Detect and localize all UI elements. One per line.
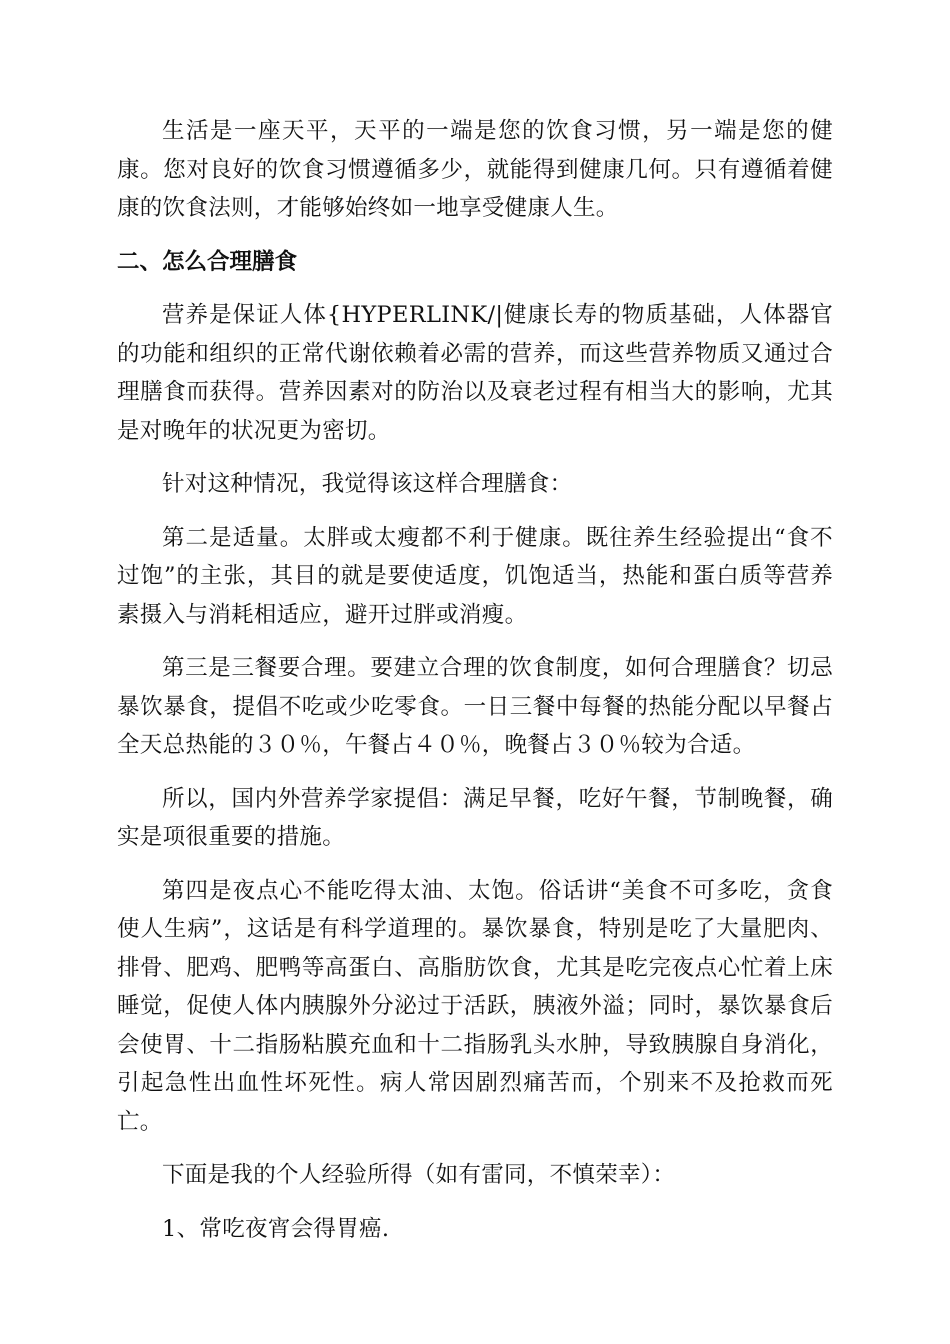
document-body (117, 112, 833, 1248)
point-two-paragraph: 第二是适量。太胖或太瘦都不利于健康。既往养生经验提出“食不过饱”的主张，其目的就是要使适度，饥饱适当，热能和蛋白质等营养素摄入与消耗相适应，避开过胖或消瘦。 (117, 524, 833, 628)
point-four-paragraph: 第四是夜点心不能吃得太油、太饱。俗话讲“美食不可多吃，贪食使人生病”，这话是有科学道理的。暴饮暴食，特别是吃了大量肥肉、排骨、肥鸡、肥鸭等高蛋白、高脂肪饮食，尤其是吃完夜点心忙着上床睡觉，促使人体内胰腺外分泌过于活跃，胰液外溢；同时，暴饮暴食后会使胃、十二指肠粘膜充血和十二指肠乳头水肿，导致胰腺自身消化，引起急性出血性坏死性。病人常因剧烈痛苦而，个别来不及抢救而死亡。 (117, 877, 833, 1135)
nutrition-paragraph: 营养是保证人体{HYPERLINK/|健康长寿的物质基础，人体器官的功能和组织的正常代谢依赖着必需的营养，而这些营养物质又通过合理膳食而获得。营养因素对的防治以及衰老过程有相当大的影响，尤其是对晚年的状况更为密切。 (117, 302, 833, 444)
point-three-paragraph: 第三是三餐要合理。要建立合理的饮食制度，如何合理膳食？切忌暴饮暴食，提倡不吃或少吃零食。一日三餐中每餐的热能分配以早餐占全天总热能的３０％，午餐占４０％，晚餐占３０％较为合适。 (117, 655, 833, 758)
lead-in-paragraph: 针对这种情况，我觉得该这样合理膳食： (162, 471, 573, 497)
section-heading: 二、怎么合理膳食 (117, 248, 298, 275)
advice-paragraph: 所以，国内外营养学家提倡：满足早餐，吃好午餐，节制晚餐，确实是项很重要的措施。 (117, 785, 833, 850)
experience-one-paragraph: 1、常吃夜宵会得胃癌. (162, 1215, 390, 1242)
experience-intro-paragraph: 下面是我的个人经验所得（如有雷同，不慎荣幸）： (162, 1162, 676, 1188)
intro-paragraph: 生活是一座天平，天平的一端是您的饮食习惯，另一端是您的健康。您对良好的饮食习惯遵循多少，就能得到健康几何。只有遵循着健康的饮食法则，才能够始终如一地享受健康人生。 (117, 118, 833, 221)
